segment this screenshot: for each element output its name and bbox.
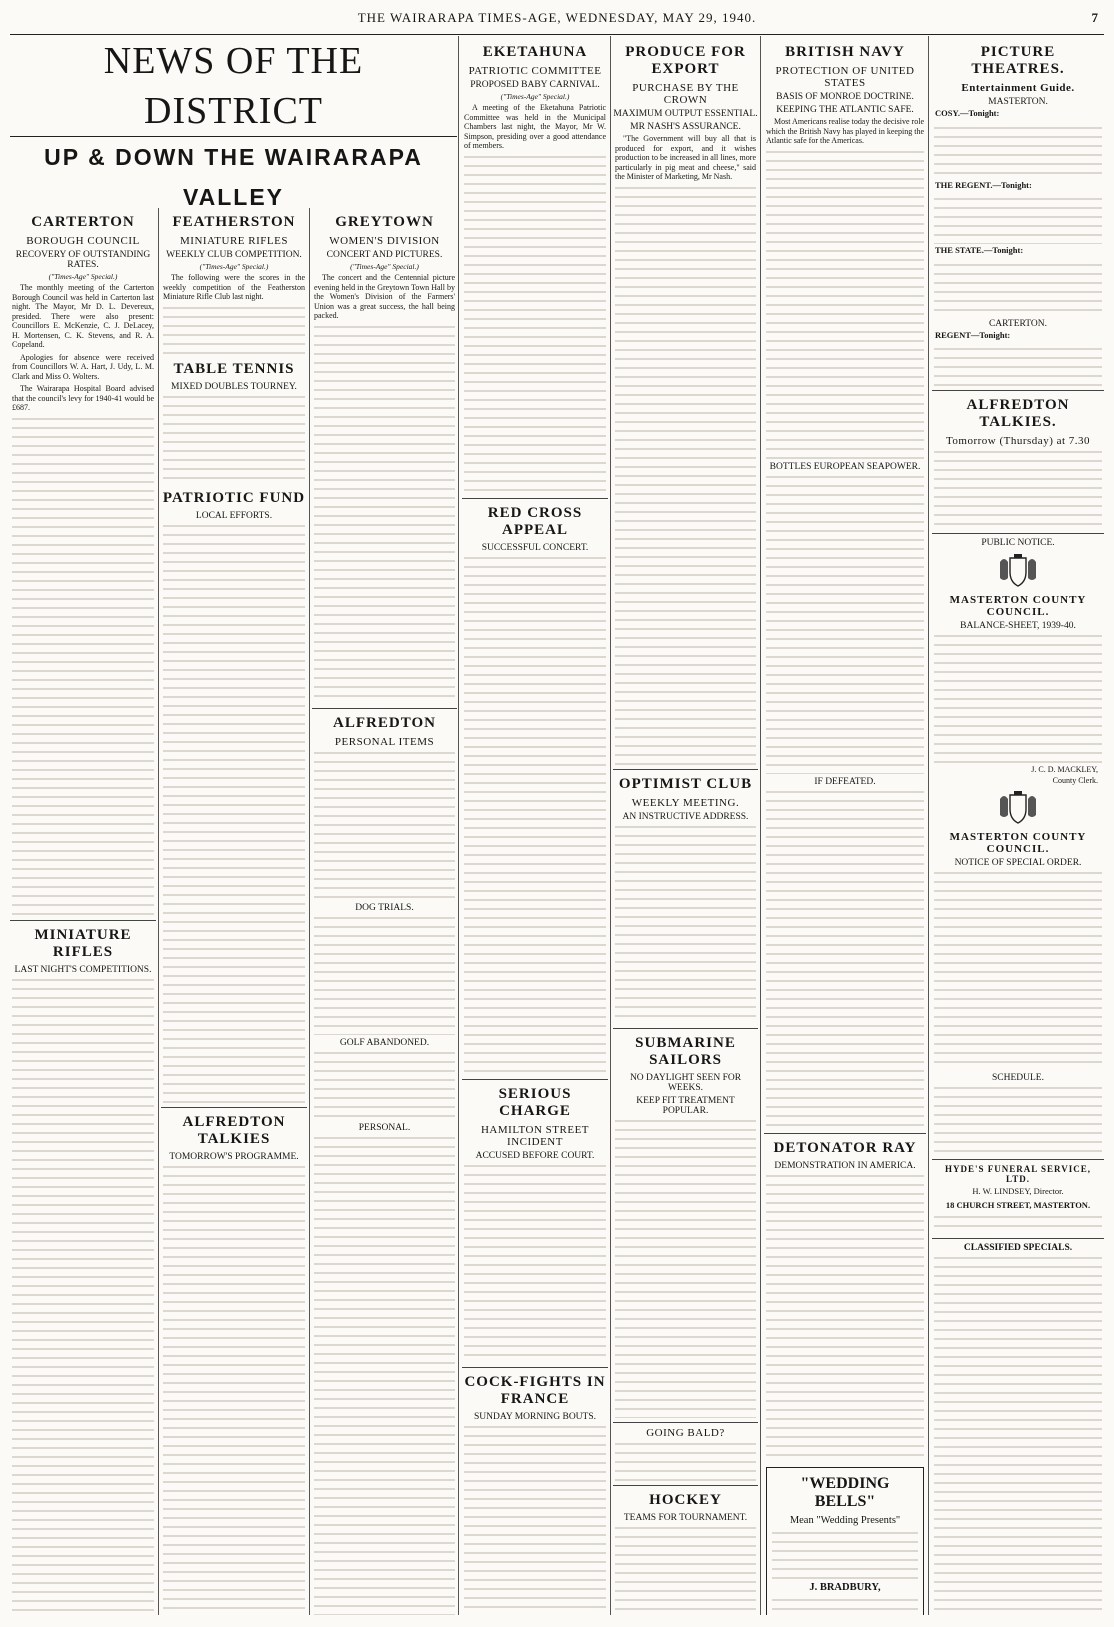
article-body-text [163, 394, 305, 484]
article-paragraph: A meeting of the Eketahuna Patriotic Committee was held in the Municipal Chambers last night, the Mayor, Mr W. Simpson, presiding over a good attendance of members. [464, 103, 606, 150]
seapower-heading: BOTTLES EUROPEAN SEAPOWER. [769, 461, 921, 472]
navy-kicker: BASIS OF MONROE DOCTRINE. [776, 92, 914, 102]
article-body-text [615, 824, 756, 1024]
rifles-heading: MINIATURE RIFLES [34, 926, 132, 960]
article-body-text [314, 915, 455, 1035]
cock-fights-subheading: SUNDAY MORNING BOUTS. [473, 1411, 597, 1422]
article-body-text [314, 324, 455, 704]
navy-kicker-2: KEEPING THE ATLANTIC SAFE. [776, 105, 914, 115]
divider [462, 1367, 608, 1368]
listing-body-text [934, 262, 1102, 316]
divider [932, 1159, 1104, 1160]
notice-signature-title: County Clerk. [1052, 776, 1098, 785]
submarine-heading: SUBMARINE SAILORS [635, 1034, 736, 1068]
greytown-heading: GREYTOWN [335, 214, 434, 230]
optimist-club-heading: OPTIMIST CLUB [618, 775, 753, 792]
article-paragraph: "The Government will buy all that is produced for export, and it wishes production to be increased in all lines, more particularly in pig meat and cheese," said the Minister of Marketing, Mr Nash. [615, 134, 756, 181]
article-paragraph: The concert and the Centennial picture evening held in the Greytown Town Hall by the Women's Division of the Farmers' Union was a great success, the hall being packed. [314, 273, 455, 320]
detonator-heading: DETONATOR RAY [773, 1139, 917, 1156]
film-listing [935, 181, 1101, 191]
regent2-label: REGENT—Tonight: [935, 329, 1011, 340]
carterton-label: CARTERTON. [988, 318, 1048, 329]
navy-column [764, 38, 926, 1615]
article-paragraph: The Wairarapa Hospital Board advised that the council's levy for 1940-41 would be £687. [12, 384, 154, 412]
article-body-text [12, 977, 154, 1616]
divider [462, 1079, 608, 1080]
serious-charge-subheading: HAMILTON STREET INCIDENT [480, 1123, 590, 1148]
article-body-text [766, 474, 924, 774]
article-body-text [464, 1163, 606, 1363]
produce-column [613, 38, 758, 1615]
article-body-text [464, 555, 606, 1075]
page-number: 7 [1091, 10, 1098, 25]
detonator-subheading: DEMONSTRATION IN AMERICA. [774, 1160, 916, 1171]
funeral-service-name: HYDE'S FUNERAL SERVICE, LTD. [945, 1164, 1091, 1184]
carterton-heading: CARTERTON [31, 214, 135, 230]
eketahuna-kicker: PROPOSED BABY CARNIVAL. [470, 80, 600, 90]
article-body-text [163, 305, 305, 355]
article-body-text [464, 1424, 606, 1616]
patriotic-fund-heading: PATRIOTIC FUND [162, 489, 306, 506]
classified-body-text [934, 1255, 1102, 1615]
article-body-text [615, 185, 756, 765]
divider [462, 498, 608, 499]
council-name-2: MASTERTON COUNTY COUNCIL. [949, 831, 1087, 855]
article-paragraph: Most Americans realise today the decisive role which the British Navy has played in keeping the Atlantic safe for the Americas. [766, 117, 924, 145]
navy-subheading: PROTECTION OF UNITED STATES [775, 65, 915, 89]
featherston-kicker: WEEKLY CLUB COMPETITION. [166, 250, 302, 260]
section-banner: UP & DOWN THE WAIRARAPA VALLEY [10, 137, 457, 206]
bald-heading: GOING BALD? [646, 1426, 725, 1439]
red-cross-subheading: SUCCESSFUL CONCERT. [481, 542, 589, 553]
regent-label: THE REGENT.—Tonight: [935, 179, 1032, 190]
submarine-kicker: KEEP FIT TREATMENT POPULAR. [636, 1095, 735, 1116]
article-paragraph: Apologies for absence were received from Councillors W. A. Hart, J. Udy, L. M. Clark and Miss O. Wolters. [12, 352, 154, 381]
divider [312, 708, 457, 709]
divider [613, 1422, 758, 1423]
theatres-subheading: Entertainment Guide. [961, 82, 1075, 94]
council-name: MASTERTON COUNTY COUNCIL. [949, 594, 1087, 618]
article-body-text [163, 1164, 305, 1616]
special-credit: ("Times-Age" Special.) [350, 262, 419, 271]
wedding-bells-title: "WEDDING BELLS" [800, 1474, 890, 1510]
column-rule [158, 208, 159, 1615]
masthead [10, 6, 1104, 35]
article-body-text [766, 1173, 924, 1463]
hockey-heading: HOCKEY [649, 1491, 722, 1508]
produce-heading: PRODUCE FOR EXPORT [625, 44, 746, 77]
greytown-kicker: CONCERT AND PICTURES. [326, 250, 443, 260]
schedule-heading: SCHEDULE. [992, 1073, 1044, 1083]
article-body-text [615, 1525, 756, 1616]
theatres-column [932, 38, 1104, 1615]
article-body-text [615, 1118, 756, 1418]
divider [613, 1485, 758, 1486]
featherston-subheading: MINIATURE RIFLES [180, 235, 288, 247]
carterton-subheading: BOROUGH COUNCIL [26, 235, 140, 247]
theatres-heading: PICTURE THEATRES. [971, 44, 1065, 77]
alfredton-heading: ALFREDTON [333, 714, 436, 731]
table-tennis-subheading: MIXED DOUBLES TOURNEY. [171, 381, 297, 392]
article-body-text [163, 523, 305, 1103]
bradbury-name: J. BRADBURY, [809, 1581, 881, 1593]
golf-heading: GOLF ABANDONED. [339, 1037, 430, 1048]
article-body-text [314, 1135, 455, 1616]
divider [932, 1238, 1104, 1239]
featherston-column [161, 208, 307, 1615]
wedding-bells-subtitle: Mean "Wedding Presents" [789, 1514, 901, 1526]
divider [932, 533, 1104, 534]
featherston-heading: FEATHERSTON [172, 214, 296, 230]
advert-body-text [934, 1214, 1102, 1234]
public-notice-heading: PUBLIC NOTICE. [981, 538, 1055, 548]
eketahuna-subheading: PATRIOTIC COMMITTEE [468, 65, 602, 77]
personal-heading: PERSONAL. [358, 1122, 411, 1133]
listing-body-text [934, 125, 1102, 179]
carterton-column [10, 208, 156, 1615]
if-defeated-heading: IF DEFEATED. [814, 776, 876, 787]
rifles-subheading: LAST NIGHT'S COMPETITIONS. [14, 964, 152, 975]
newspaper-page [10, 6, 1104, 1615]
divider [613, 1028, 758, 1029]
optimist-club-subheading: WEEKLY MEETING. [631, 796, 740, 809]
special-credit: ("Times-Age" Special.) [500, 92, 570, 101]
coat-of-arms-icon [988, 552, 1048, 590]
district-header [10, 36, 457, 206]
bradbury-advert [766, 1467, 924, 1616]
alfredton-talkies-time: Tomorrow (Thursday) at 7.30 [945, 435, 1091, 447]
notice-body-text [934, 1085, 1102, 1155]
optimist-club-kicker: AN INSTRUCTIVE ADDRESS. [622, 811, 749, 822]
section-title: NEWS OF THE DISTRICT [10, 36, 457, 137]
column-rule [458, 36, 459, 1615]
cosy-label: COSY.—Tonight: [935, 108, 1000, 118]
article-body-text [464, 154, 606, 494]
navy-heading: BRITISH NAVY [785, 44, 905, 60]
alfredton-talkies-subheading: TOMORROW'S PROGRAMME. [169, 1151, 299, 1162]
article-paragraph: The monthly meeting of the Carterton Borough Council was held in Carterton last night. The Mayor, Mr D. L. Devereux, presided. There were also present: Councillors E. McKenzie, C. J. DeLacey, H. Mortensen, C. K. Stevens, and R. A. Copeland. [12, 283, 154, 349]
divider [10, 920, 156, 921]
article-body-text [766, 789, 924, 1129]
carterton-kicker: RECOVERY OF OUTSTANDING RATES. [15, 250, 151, 270]
cock-fights-heading: COCK-FIGHTS IN FRANCE [464, 1373, 606, 1407]
hockey-subheading: TEAMS FOR TOURNAMENT. [623, 1512, 748, 1523]
patriotic-fund-subheading: LOCAL EFFORTS. [195, 510, 273, 521]
advert-body-text [772, 1597, 918, 1615]
article-body-text [314, 1050, 455, 1120]
film-listing [935, 331, 1101, 341]
advert-body-text [772, 1530, 918, 1580]
produce-subheading: PURCHASE BY THE CROWN [632, 82, 739, 106]
serious-charge-heading: SERIOUS CHARGE [498, 1085, 572, 1119]
article-body-text [615, 1441, 756, 1481]
masthead-title: THE WAIRARAPA TIMES-AGE, WEDNESDAY, MAY 29, 1940. [357, 10, 757, 25]
submarine-subheading: NO DAYLIGHT SEEN FOR WEEKS. [629, 1072, 742, 1093]
alfredton-talkies-heading: ALFREDTON TALKIES [182, 1113, 286, 1147]
state-label: THE STATE.—Tonight: [935, 245, 1024, 255]
classified-heading: CLASSIFIED SPECIALS. [963, 1243, 1073, 1253]
divider [161, 1107, 307, 1108]
table-tennis-heading: TABLE TENNIS [173, 360, 295, 377]
column-rule [309, 208, 310, 1615]
greytown-column [312, 208, 457, 1615]
notice-body-text [934, 870, 1102, 1070]
article-paragraph: The following were the scores in the weekly competition of the Featherston Miniature Rifle Club last night. [163, 273, 305, 301]
special-credit: ("Times-Age" Special.) [48, 272, 118, 281]
serious-charge-kicker: ACCUSED BEFORE COURT. [475, 1150, 595, 1161]
column-rule [760, 36, 761, 1615]
eketahuna-column [462, 38, 608, 1615]
funeral-service-address: 18 CHURCH STREET, MASTERTON. [945, 1200, 1091, 1210]
notice-signature: J. C. D. MACKLEY, [1031, 765, 1098, 774]
article-body-text [12, 416, 154, 916]
dog-trials-heading: DOG TRIALS. [355, 902, 414, 913]
column-rule [610, 36, 611, 1615]
listing-body-text [934, 346, 1102, 386]
divider [613, 769, 758, 770]
special-credit: ("Times-Age" Special.) [199, 262, 269, 271]
balance-sheet-heading: BALANCE-SHEET, 1939-40. [960, 621, 1076, 631]
listing-body-text [934, 196, 1102, 244]
coat-of-arms-icon [988, 789, 1048, 827]
film-listing [935, 109, 1101, 119]
article-body-text [314, 750, 455, 900]
column-rule [928, 36, 929, 1615]
alfredton-talkies-ad-heading: ALFREDTON TALKIES. [966, 397, 1070, 430]
alfredton-subheading: PERSONAL ITEMS [334, 735, 435, 748]
produce-kicker-2: MR NASH'S ASSURANCE. [630, 122, 741, 132]
special-order-heading: NOTICE OF SPECIAL ORDER. [954, 858, 1082, 868]
eketahuna-heading: EKETAHUNA [482, 44, 588, 60]
greytown-subheading: WOMEN'S DIVISION [329, 235, 440, 247]
article-body-text [766, 149, 924, 459]
produce-kicker: MAXIMUM OUTPUT ESSENTIAL. [613, 109, 758, 119]
funeral-service-director: H. W. LINDSEY, Director. [972, 1186, 1064, 1196]
film-listing [935, 246, 1101, 256]
theatres-town: MASTERTON. [988, 97, 1048, 107]
notice-body-text [934, 633, 1102, 763]
divider [932, 390, 1104, 391]
red-cross-heading: RED CROSS APPEAL [487, 504, 583, 538]
divider [764, 1133, 926, 1134]
listing-body-text [934, 449, 1102, 529]
